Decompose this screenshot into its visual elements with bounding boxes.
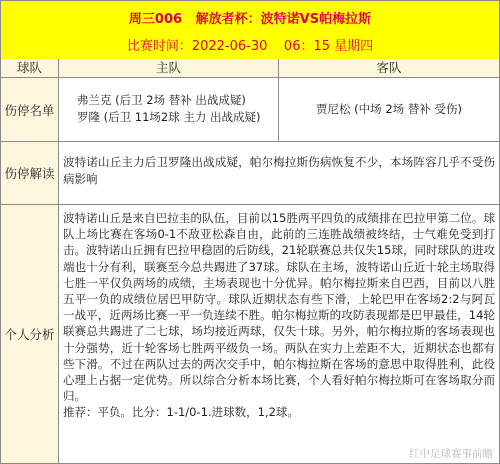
column-team: 球队 xyxy=(1,59,59,77)
injury-label: 伤停名单 xyxy=(1,78,59,141)
analysis-row xyxy=(1,205,499,463)
home-injury-item: 弗兰克 (后卫 2场 替补 出战成疑) xyxy=(77,93,246,107)
match-date: 2022-06-30 xyxy=(191,39,268,54)
injury-row xyxy=(1,78,499,142)
match-weekday: 星期四 xyxy=(334,39,374,54)
home-injury-list xyxy=(77,92,261,126)
match-header xyxy=(1,1,499,60)
match-time xyxy=(1,35,499,54)
home-injury-item: 罗隆 (后卫 11场2球 主力 出战成疑) xyxy=(77,110,261,124)
injury-note-text: 波特诺山丘主力后卫罗隆出战成疑，帕尔梅拉斯伤病恢复不少，本场阵容几乎不受伤病影响 xyxy=(63,155,495,186)
match-title xyxy=(1,8,499,27)
analysis-recommendation: 推荐：平负。比分：1-1/0-1.进球数，1,2球。 xyxy=(63,405,299,420)
injury-note-row xyxy=(1,142,499,205)
injury-note-label: 伤停解读 xyxy=(1,142,59,204)
match-clock: 06：15 xyxy=(283,39,331,54)
injury-note-cell xyxy=(59,142,499,204)
time-label: 比赛时间： xyxy=(126,39,192,54)
analysis-label: 个人分析 xyxy=(1,205,59,463)
match-number: 周三006 xyxy=(128,12,183,27)
column-home: 主队 xyxy=(59,59,279,77)
away-injury-cell xyxy=(279,78,499,141)
analysis-cell xyxy=(59,205,499,463)
column-away: 客队 xyxy=(279,59,499,77)
analysis-text: 波特诺山丘是来自巴拉圭的队伍，目前以15胜两平四负的成绩排在巴拉甲第二位。球队上场比赛在客场0-1不敌亚松森自由，此前的三连胜战绩被终结，士气难免受到打击。波特诺山丘拥有巴拉甲稳固的后防线，21轮联赛总共仅失15球，同时球队的进攻端也十分有利，联赛至今总共踢进了37球。球队在主场，波特诺山丘近十轮主场取得七胜一平仅负两场的成绩，主场表现也十分优异。帕尔梅拉斯来自巴西，目前以八胜五平一负的成绩位居巴甲防守。球队近期状态有些下滑，上轮巴甲在客场2:2与阿瓦一战平，近两场比赛一平一负连续不胜。帕尔梅拉斯的攻防表现都是巴甲最佳，14轮联赛总共踢进了二七球，场均接近两球，仅失十球。另外，帕尔梅拉斯的客场表现也十分强势，近十轮客场七胜两平级负一场。两队在实力上差距不大，近期状态也都有些下滑。不过在两队过去的两次交手中，帕尔梅拉斯在客场的意思中取得胜利，此役心理上占据一定优势。所以综合分析本场比赛，个人看好帕尔梅拉斯可在客场取分而归。 xyxy=(63,211,495,404)
competition-name: 解放者杯： xyxy=(195,12,261,27)
away-injury-item: 贾尼松 (中场 2场 替补 受伤) xyxy=(316,102,462,116)
analysis-body xyxy=(63,210,495,421)
watermark-text: 红中足球赛事前瞻 xyxy=(409,448,493,460)
match-teams: 波特诺VS帕梅拉斯 xyxy=(260,12,372,27)
home-injury-cell xyxy=(59,78,279,141)
column-header-row xyxy=(1,59,499,78)
